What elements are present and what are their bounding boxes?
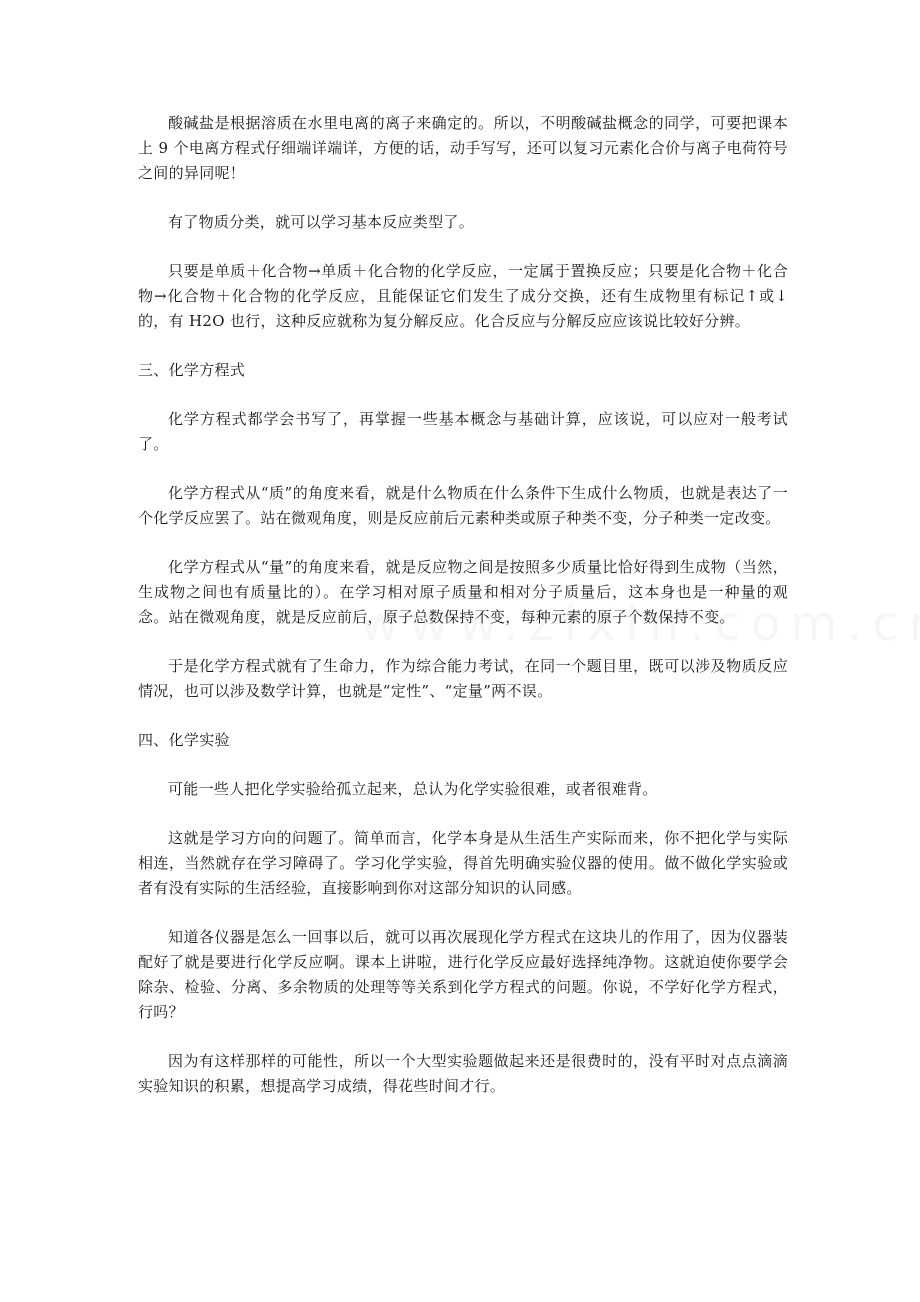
paragraph-equations-basics: 化学方程式都学会书写了，再掌握一些基本概念与基础计算，应该说，可以应对一般考试了。 (138, 410, 788, 453)
paragraph-experiments-accumulation: 因为有这样那样的可能性，所以一个大型实验题做起来还是很费时的，没有平时对点点滴滴实验知识的积累，想提高学习成绩，得花些时间才行。 (138, 1052, 788, 1095)
paragraph-equations-quality: 化学方程式从“质”的角度来看，就是什么物质在什么条件下生成什么物质，也就是表达了一个化学反应罢了。站在微观角度，则是反应前后元素种类或原子种类不变，分子种类一定改变。 (138, 484, 788, 527)
document-body (138, 111, 788, 1099)
paragraph-reaction-types-intro: 有了物质分类，就可以学习基本反应类型了。 (168, 213, 475, 231)
paragraph-experiments-instruments: 知道各仪器是怎么一回事以后，就可以再次展现化学方程式在这块儿的作用了，因为仪器装配好了就是要进行化学反应啊。课本上讲啦，进行化学反应最好选择纯净物。这就迫使你要学会除杂、检验、分离、多余物质的处理等等关系到化学方程式的问题。你说，不学好化学方程式，行吗？ (138, 928, 788, 1021)
paragraph-acid-base-salt: 酸碱盐是根据溶质在水里电离的离子来确定的。所以，不明酸碱盐概念的同学，可要把课本上 9 个电离方程式仔细端详端详，方便的话，动手写写，还可以复习元素化合价与离子电荷符号之间的异同呢！ (138, 114, 788, 182)
section-heading-chemical-equations: 三、化学方程式 (138, 361, 246, 379)
paragraph-equations-comprehensive: 于是化学方程式就有了生命力，作为综合能力考试，在同一个题目里，既可以涉及物质反应情况，也可以涉及数学计算，也就是“定性”、“定量”两不误。 (138, 657, 788, 700)
paragraph-displacement-double-decomposition: 只要是单质＋化合物→单质＋化合物的化学反应，一定属于置换反应；只要是化合物＋化合物→化合物＋化合物的化学反应，且能保证它们发生了成分交换，还有生成物里有标记↑或↓的，有 H2O 也行，这种反应就称为复分解反应。化合反应与分解反应应该说比较好分辨。 (138, 262, 788, 330)
paragraph-experiments-learning-direction: 这就是学习方向的问题了。简单而言，化学本身是从生活生产实际而来，你不把化学与实际相连，当然就存在学习障碍了。学习化学实验，得首先明确实验仪器的使用。做不做化学实验或者有没有实际的生活经验，直接影响到你对这部分知识的认同感。 (138, 829, 788, 897)
paragraph-equations-quantity: 化学方程式从“量”的角度来看，就是反应物之间是按照多少质量比恰好得到生成物（当然，生成物之间也有质量比的）。在学习相对原子质量和相对分子质量后，这本身也是一种量的观念。站在微观角度，就是反应前后，原子总数保持不变，每种元素的原子个数保持不变。 (138, 558, 788, 626)
section-heading-chemical-experiments: 四、化学实验 (138, 731, 230, 749)
paragraph-experiments-isolated: 可能一些人把化学实验给孤立起来，总认为化学实验很难，或者很难背。 (168, 780, 658, 798)
